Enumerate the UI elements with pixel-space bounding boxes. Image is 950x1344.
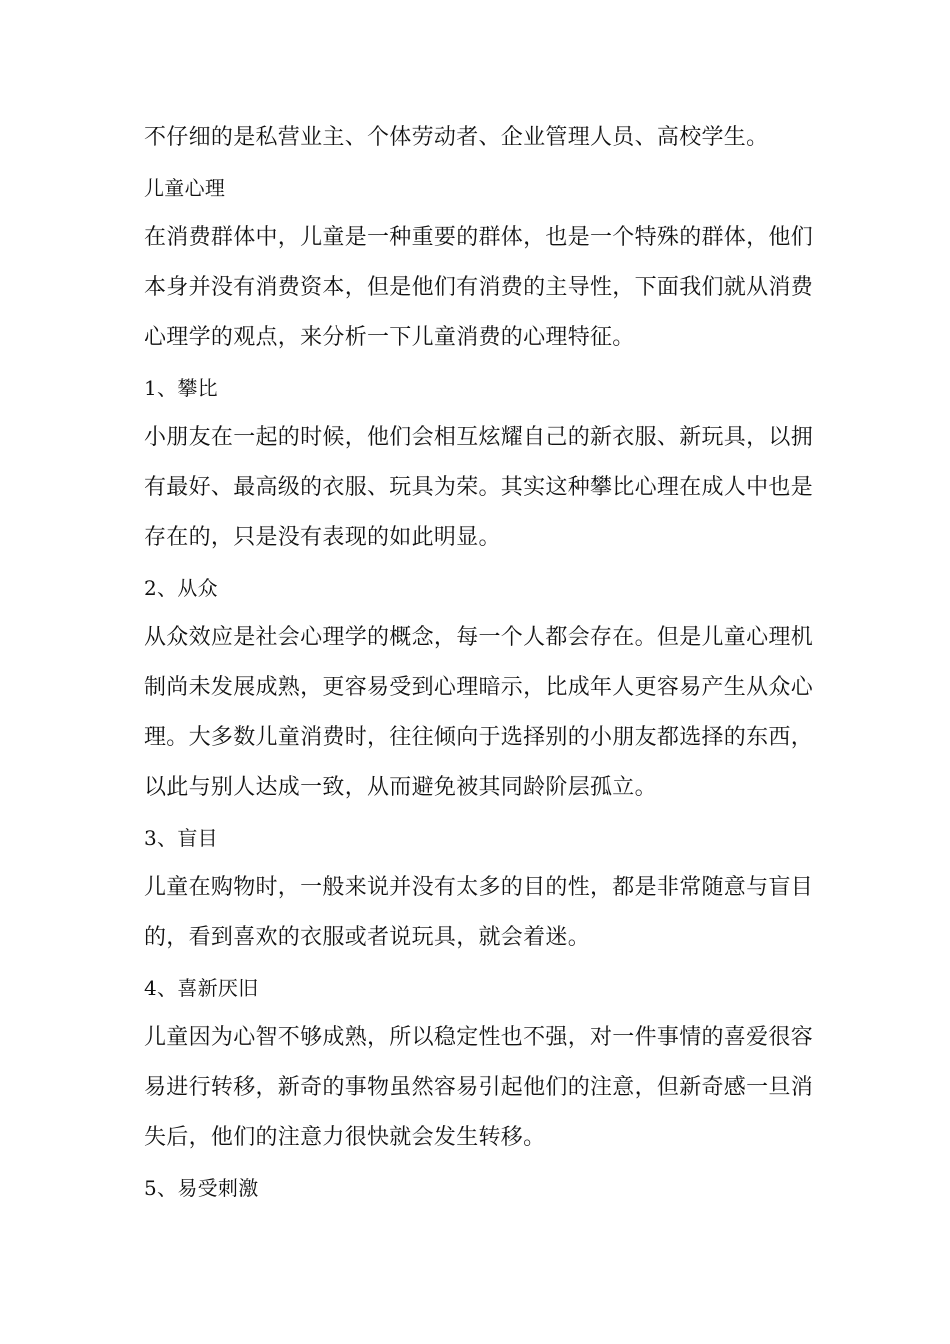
section-heading: 5、易受刺激 [144,1176,259,1200]
text-line: 儿童因为心智不够成熟，所以稳定性也不强，对一件事情的喜爱很容 [144,1025,814,1050]
section-heading: 3、盲目 [144,826,218,850]
text-line: 小朋友在一起的时候，他们会相互炫耀自己的新衣服、新玩具，以拥 [144,425,814,450]
section-heading: 4、喜新厌旧 [144,976,259,1000]
document-page [144,113,814,1213]
text-line: 从众效应是社会心理学的概念，每一个人都会存在。但是儿童心理机 [144,625,814,650]
text-line: 儿童在购物时，一般来说并没有太多的目的性，都是非常随意与盲目 [144,875,814,900]
text-line: 在消费群体中，儿童是一种重要的群体，也是一个特殊的群体，他们 [144,225,814,250]
text-line: 理。大多数儿童消费时，往往倾向于选择别的小朋友都选择的东西， [144,725,814,750]
text-line: 失后，他们的注意力很快就会发生转移。 [144,1125,546,1150]
section-heading: 1、攀比 [144,376,218,400]
text-line: 不仔细的是私营业主、个体劳动者、企业管理人员、高校学生。 [144,125,769,150]
text-line: 的，看到喜欢的衣服或者说玩具，就会着迷。 [144,925,591,950]
section-heading: 儿童心理 [144,176,226,200]
text-line: 制尚未发展成熟，更容易受到心理暗示，比成年人更容易产生从众心 [144,675,814,700]
text-line: 有最好、最高级的衣服、玩具为荣。其实这种攀比心理在成人中也是 [144,475,814,500]
text-line: 存在的，只是没有表现的如此明显。 [144,525,501,550]
text-line: 以此与别人达成一致，从而避免被其同龄阶层孤立。 [144,775,657,800]
section-heading: 2、从众 [144,576,218,600]
text-line: 易进行转移，新奇的事物虽然容易引起他们的注意，但新奇感一旦消 [144,1075,814,1100]
text-line: 本身并没有消费资本，但是他们有消费的主导性，下面我们就从消费 [144,275,814,300]
text-line: 心理学的观点，来分析一下儿童消费的心理特征。 [144,325,635,350]
